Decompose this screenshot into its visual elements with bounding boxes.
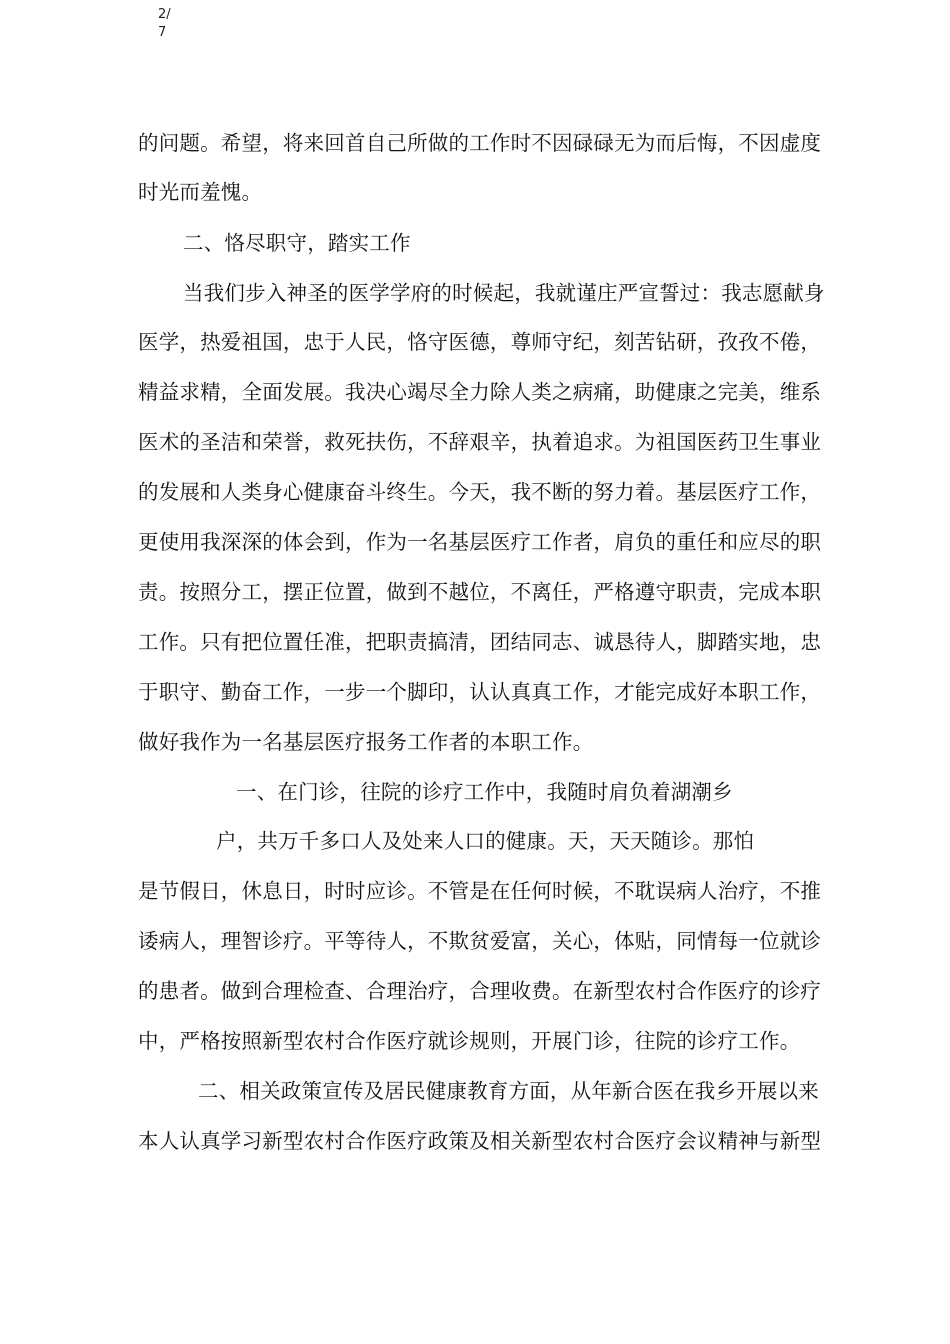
paragraph-line: 诿病人，理智诊疗。平等待人，不欺贫爱富，关心，体贴，同情每一位就诊 [138, 929, 822, 953]
paragraph-line: 做好我作为一名基层医疗报务工作者的本职工作。 [138, 730, 594, 754]
section-heading: 二、恪尽职守，踏实工作 [183, 231, 411, 255]
paragraph-line: 户，共万千多口人及处来人口的健康。天，天天随诊。那怕 [216, 829, 755, 853]
paragraph-line: 中，严格按照新型农村合作医疗就诊规则，开展门诊，往院的诊疗工作。 [138, 1029, 801, 1053]
paragraph-line: 的问题。希望，将来回首自己所做的工作时不因碌碌无为而后悔，不因虚度 [138, 131, 822, 155]
paragraph-line: 的患者。做到合理检查、合理治疗，合理收费。在新型农村合作医疗的诊疗 [138, 979, 822, 1003]
page-number-current: 2/ [158, 7, 171, 22]
page-number-total: 7 [158, 25, 167, 40]
paragraph-line: 医学，热爱祖国，忠于人民，恪守医德，尊师守纪，刻苦钻研，孜孜不倦， [138, 330, 822, 354]
paragraph-line: 更使用我深深的体会到，作为一名基层医疗工作者，肩负的重任和应尽的职 [138, 530, 822, 554]
paragraph-line: 当我们步入神圣的医学学府的时候起，我就谨庄严宣誓过：我志愿献身 [183, 281, 825, 305]
paragraph-line: 是节假日，休息日，时时应诊。不管是在任何时候，不耽误病人治疗，不推 [138, 879, 822, 903]
paragraph-line: 于职守、勤奋工作，一步一个脚印，认认真真工作，才能完成好本职工作， [138, 680, 822, 704]
paragraph-line: 工作。只有把位置任准，把职责搞清，团结同志、诚恳待人，脚踏实地，忠 [138, 630, 822, 654]
paragraph-line: 的发展和人类身心健康奋斗终生。今天，我不断的努力着。基层医疗工作， [138, 480, 822, 504]
paragraph-line: 一、在门诊，往院的诊疗工作中，我随时肩负着湖潮乡 [236, 780, 733, 804]
paragraph-line: 医术的圣洁和荣誉，救死扶伤，不辞艰辛，执着追求。为祖国医药卫生事业 [138, 430, 822, 454]
page-number [158, 6, 178, 42]
paragraph-line: 精益求精，全面发展。我决心竭尽全力除人类之病痛，助健康之完美，维系 [138, 380, 822, 404]
paragraph-line: 责。按照分工，摆正位置，做到不越位，不离任，严格遵守职责，完成本职 [138, 580, 822, 604]
paragraph-line: 时光而羞愧。 [138, 180, 263, 204]
paragraph-line: 本人认真学习新型农村合作医疗政策及相关新型农村合医疗会议精神与新型 [138, 1129, 822, 1153]
paragraph-line: 二、相关政策宣传及居民健康教育方面，从年新合医在我乡开展以来 [198, 1079, 819, 1103]
